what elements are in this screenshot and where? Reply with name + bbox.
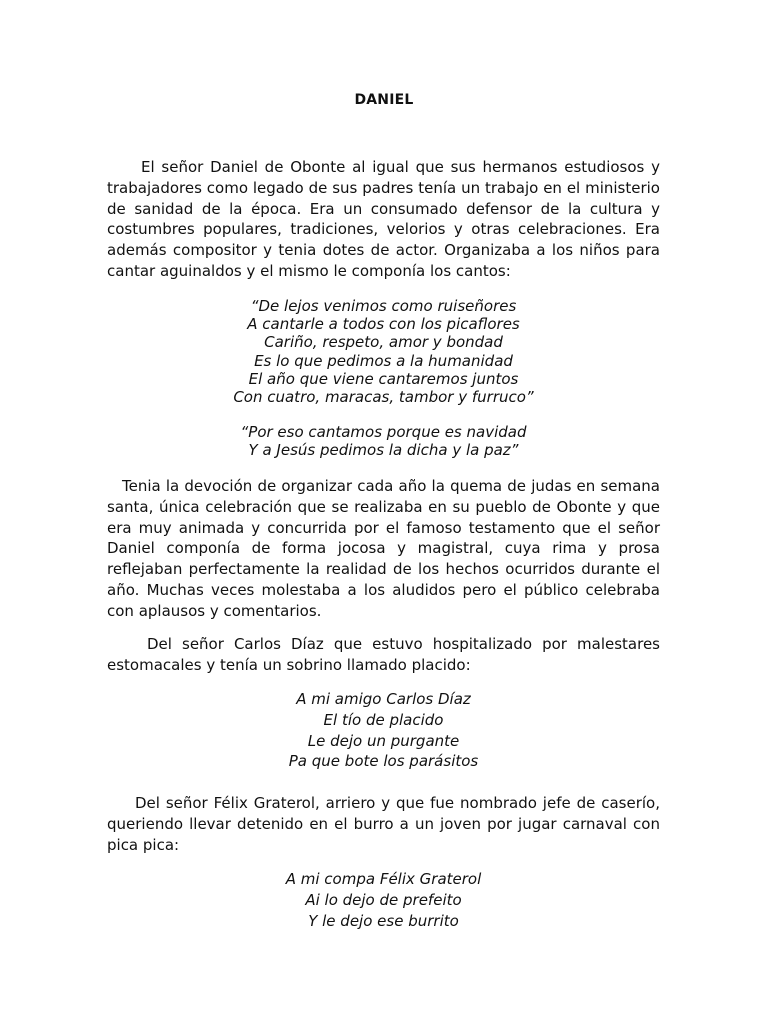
verse-line: El año que viene cantaremos juntos <box>248 369 519 388</box>
verse-line: Pa que bote los parásitos <box>288 752 479 771</box>
paragraph-intro: El señor Daniel de Obonte al igual que sus hermanos estudiosos y trabajadores como legado de sus padres tenía un trabajo en el ministerio de sanidad de la época. Era un consumado defensor de la cultura y costumbres populares, tradiciones, velorios y otras celebraciones. Era además compositor y tenia dotes de actor. Organizaba a los niños para cantar aguinaldos y el mismo le componía los cantos: <box>107 158 660 280</box>
verse-line: “De lejos venimos como ruiseñores <box>250 297 517 315</box>
verse-carlos-diaz <box>107 689 660 772</box>
verse-line: “Por eso cantamos porque es navidad <box>240 423 527 441</box>
verse-line: Cariño, respeto, amor y bondad <box>264 333 503 352</box>
page-title: DANIEL <box>354 92 414 108</box>
verse-line: Y a Jesús pedimos la dicha y la paz” <box>248 441 519 460</box>
verse-aguinaldo-1 <box>107 297 660 406</box>
verse-felix-graterol <box>107 869 660 931</box>
verse-line: A mi amigo Carlos Díaz <box>296 690 471 708</box>
verse-line: Ai lo dejo de prefeito <box>305 890 462 909</box>
verse-line: A mi compa Félix Graterol <box>285 870 482 888</box>
paragraph-carlos-diaz: Del señor Carlos Díaz que estuvo hospitalizado por malestares estomacales y tenía un sobrino llamado placido: <box>107 635 660 674</box>
paragraph-quema-de-judas: Tenia la devoción de organizar cada año la quema de judas en semana santa, única celebración que se realizaba en su pueblo de Obonte y que era muy animada y concurrida por el famoso testamento que el señor Daniel componía de forma jocosa y magistral, cuya rima y prosa reflejaban perfectamente la realidad de los hechos ocurridos durante el año. Muchas veces molestaba a los aludidos pero el público celebraba con aplausos y comentarios. <box>107 477 660 620</box>
verse-line: El tío de placido <box>323 710 444 729</box>
verse-line: Con cuatro, maracas, tambor y furruco” <box>233 388 534 407</box>
verse-line: Y le dejo ese burrito <box>308 911 459 930</box>
verse-line: Le dejo un purgante <box>307 731 460 750</box>
verse-line: A cantarle a todos con los picaflores <box>247 315 520 334</box>
verse-line: Es lo que pedimos a la humanidad <box>254 351 513 370</box>
verse-aguinaldo-2 <box>107 423 660 459</box>
paragraph-felix-graterol: Del señor Félix Graterol, arriero y que fue nombrado jefe de caserío, queriendo llevar detenido en el burro a un joven por jugar carnaval con pica pica: <box>107 794 660 854</box>
